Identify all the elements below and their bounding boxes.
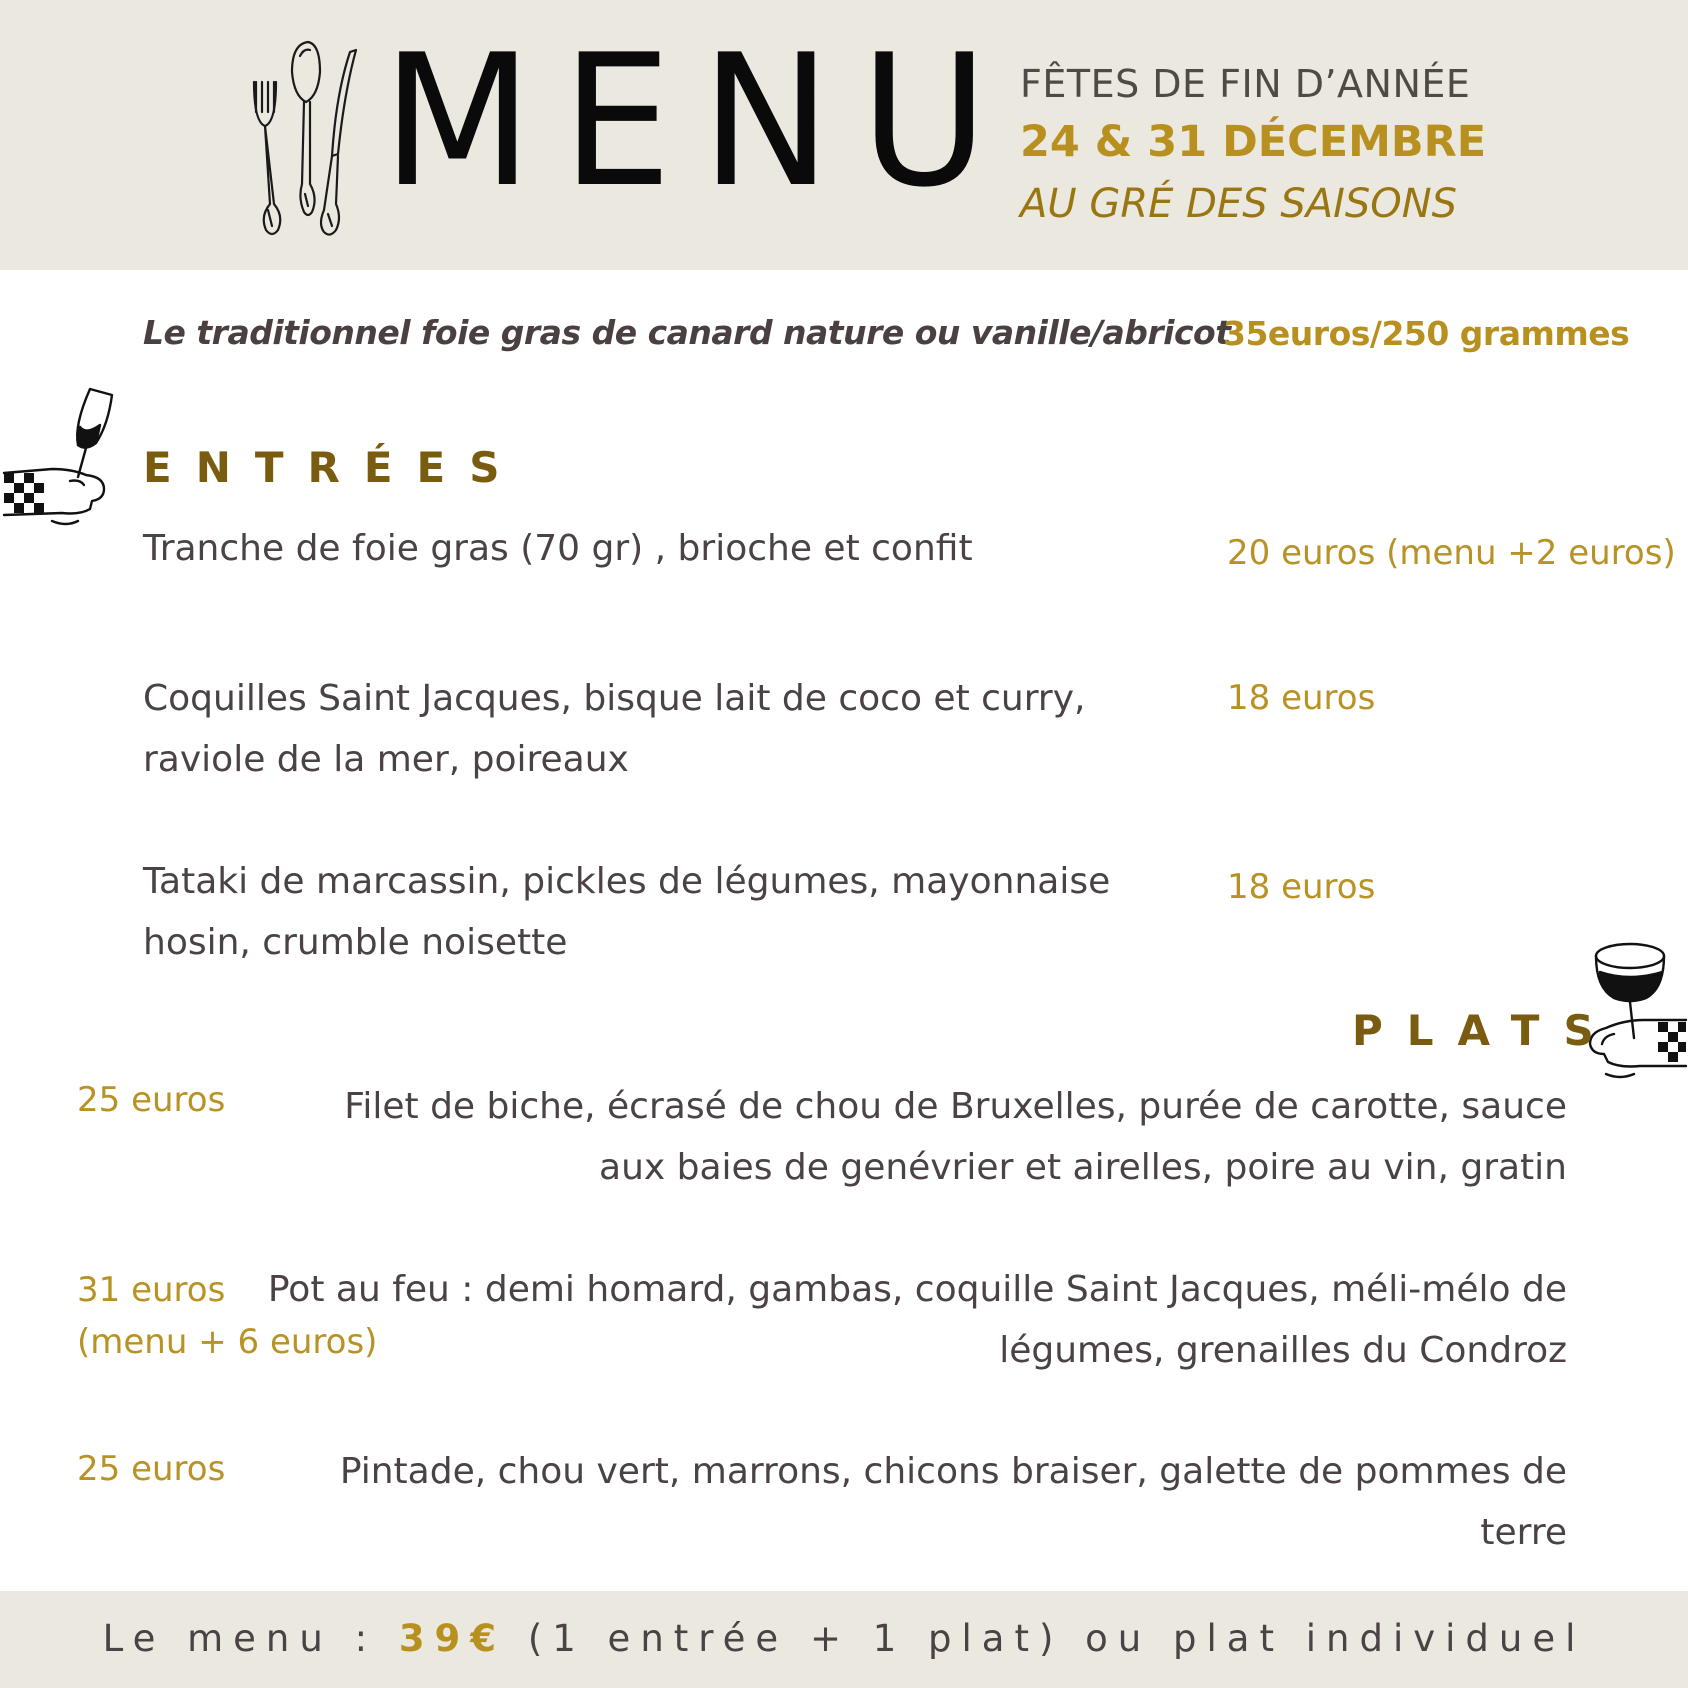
footer-suffix: (1 entrée + 1 plat) ou plat individuel [527,1617,1586,1660]
header-subtitle-event: FÊTES DE FIN D’ANNÉE [1020,62,1471,106]
header-subtitle-dates: 24 & 31 DÉCEMBRE [1020,117,1487,167]
footer-prefix: Le menu : [102,1617,378,1660]
special-foie-gras-price: 35euros/250 grammes [1223,314,1630,353]
section-title-entrees: ENTRÉES [143,443,524,492]
plat-dish-price [77,1264,377,1368]
entree-dish-name: Tranche de foie gras (70 gr) , brioche et confit [143,528,973,569]
entree-dish-name: Coquilles Saint Jacques, bisque lait de coco et curry, raviole de la mer, poireaux [143,678,1086,780]
entree-dish-price: 20 euros (menu +2 euros) [1227,533,1676,573]
entree-dish-price: 18 euros [1227,678,1376,718]
footer-price: 39€ [398,1617,507,1660]
entree-dish-price: 18 euros [1227,867,1376,907]
plat-dish-name: Pintade, chou vert, marrons, chicons braiser, galette de pommes de terre [339,1451,1567,1553]
plat-dish-price: 25 euros [77,1449,226,1489]
menu-title: MENU [382,15,1017,227]
hand-holding-champagne-glass-icon [0,385,118,530]
plat-dish-price-line: (menu + 6 euros) [77,1322,378,1362]
header-subtitle-tagline: AU GRÉ DES SAISONS [1020,181,1458,227]
footer-menu-offer [0,1617,1688,1660]
section-title-plats: PLATS [1352,1006,1618,1055]
plat-dish-price: 25 euros [77,1080,226,1120]
plat-dish-price-line: 31 euros [77,1270,226,1310]
entree-dish-name: Tataki de marcassin, pickles de légumes, mayonnaise hosin, crumble noisette [143,861,1111,963]
special-foie-gras-label: Le traditionnel foie gras de canard nature ou vanille/abricot [143,313,1231,352]
plat-dish-name: Filet de biche, écrasé de chou de Bruxelles, purée de carotte, sauce aux baies de genévrier et airelles, poire au vin, gratin [344,1086,1567,1188]
plat-dish-name: Pot au feu : demi homard, gambas, coquille Saint Jacques, méli-mélo de légumes, grenailles du Condroz [267,1269,1567,1371]
cutlery-icon [248,34,363,239]
